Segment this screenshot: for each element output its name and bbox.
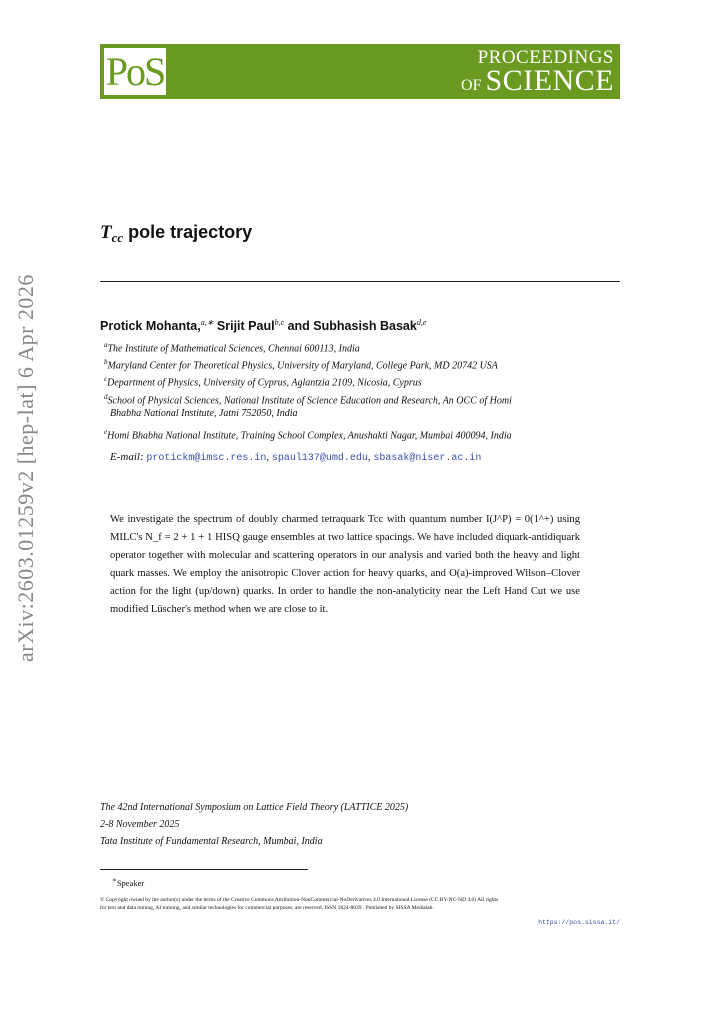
of-science-heading [461,64,614,98]
affiliation-label: a [104,341,108,349]
affiliation-line [104,358,498,371]
footnote [112,875,144,888]
copyright-notice: © Copyright owned by the author(s) under the terms of the Creative Commons Attribution-NonCommercial-NoDerivatives 4.0 International License (CC BY-NC-ND 4.0) All rights for text and data mining, AI training, and similar technologies for commercial purposes, are reserved. ISSN 1824-8039 . Published by SISSA Medialab. [100,897,499,911]
title-rule [100,281,620,282]
author-affiliation-mark: a,∗ [200,318,214,327]
title-subscript: cc [111,230,124,245]
affiliation-label: e [104,428,108,436]
pos-banner [100,44,620,99]
abstract [110,511,580,619]
author-name: Protick Mohanta, [100,319,201,334]
footnote-rule [100,869,308,870]
affiliation-line [110,408,298,419]
arxiv-stamp: arXiv:2603.01259v2 [hep-lat] 6 Apr 2026 [13,274,38,662]
proceedings-heading: PROCEEDINGS [477,47,614,68]
science-word: SCIENCE [485,64,614,97]
email-link[interactable]: protickm@imsc.res.in [146,453,267,464]
author-name: and Subhasish Basak [284,319,417,334]
affiliation-text: Bhabha National Institute, Jatni 752050, India [110,408,298,419]
email-link[interactable]: spaul137@umd.edu [271,453,368,464]
pos-logo-text: PoS [105,49,165,94]
pos-url-link[interactable]: https://pos.sissa.it/ [538,919,620,926]
title-symbol: T [100,222,112,243]
abstract-paragraph: We investigate the spectrum of doubly charmed tetraquark Tcc with quantum number I(J^P) = 0(1^+) using MILC's N_f = 2 + 1 + 1 HISQ gauge ensembles at two lattice spacings. We have included diquark-antidiquark operator together with molecular and scattering operators in our analysis and varied both the heavy and light quark masses. We employ the anisotropic Clover action for heavy quarks, and O(a)-improved Wilson–Clover action for the light (up/down) quarks. In order to handle the non-analyticity near the Left Hand Cut we use modified Lüscher's method when we are close to it. [110,514,580,615]
affiliation-line [104,393,512,406]
email-label: E-mail: [110,451,144,463]
title-text: pole trajectory [123,222,253,242]
conference-dates: 2-8 November 2025 [100,819,180,830]
affiliation-text: School of Physical Sciences, National Institute of Science Education and Research, An OCC of Homi [107,395,512,407]
of-word: OF [461,77,482,94]
affiliation-label: b [104,358,108,366]
email-line: E-mail: protickm@imsc.res.in, spaul137@umd.edu, sbasak@niser.ac.in [110,451,482,464]
affiliation-text: The Institute of Mathematical Sciences, Chennai 600113, India [107,343,360,355]
affiliation-line [104,428,512,441]
affiliation-text: Homi Bhabha National Institute, Training School Complex, Anushakti Nagar, Mumbai 400094, India [107,430,512,442]
pos-logo [104,48,166,95]
author-name: Srijit Paul [213,319,275,334]
affiliation-label: c [104,375,108,383]
footnote-text: Speaker [116,877,145,888]
affiliation-text: Maryland Center for Theoretical Physics, University of Maryland, College Park, MD 20742 USA [107,360,498,372]
conference-name: The 42nd International Symposium on Lattice Field Theory (LATTICE 2025) [100,802,409,813]
email-link[interactable]: sbasak@niser.ac.in [373,453,482,464]
affiliation-line [104,341,360,354]
author-affiliation-mark: b,c [274,318,285,327]
conference-venue: Tata Institute of Fundamental Research, Mumbai, India [100,836,323,847]
affiliation-line [104,375,422,388]
paper-title [100,222,252,246]
footnote-mark: ∗ [112,876,117,884]
affiliation-label: d [104,393,108,401]
author-affiliation-mark: d,e [416,318,427,327]
author-list [100,318,426,333]
affiliation-text: Department of Physics, University of Cyprus, Aglantzia 2109, Nicosia, Cyprus [107,377,422,389]
